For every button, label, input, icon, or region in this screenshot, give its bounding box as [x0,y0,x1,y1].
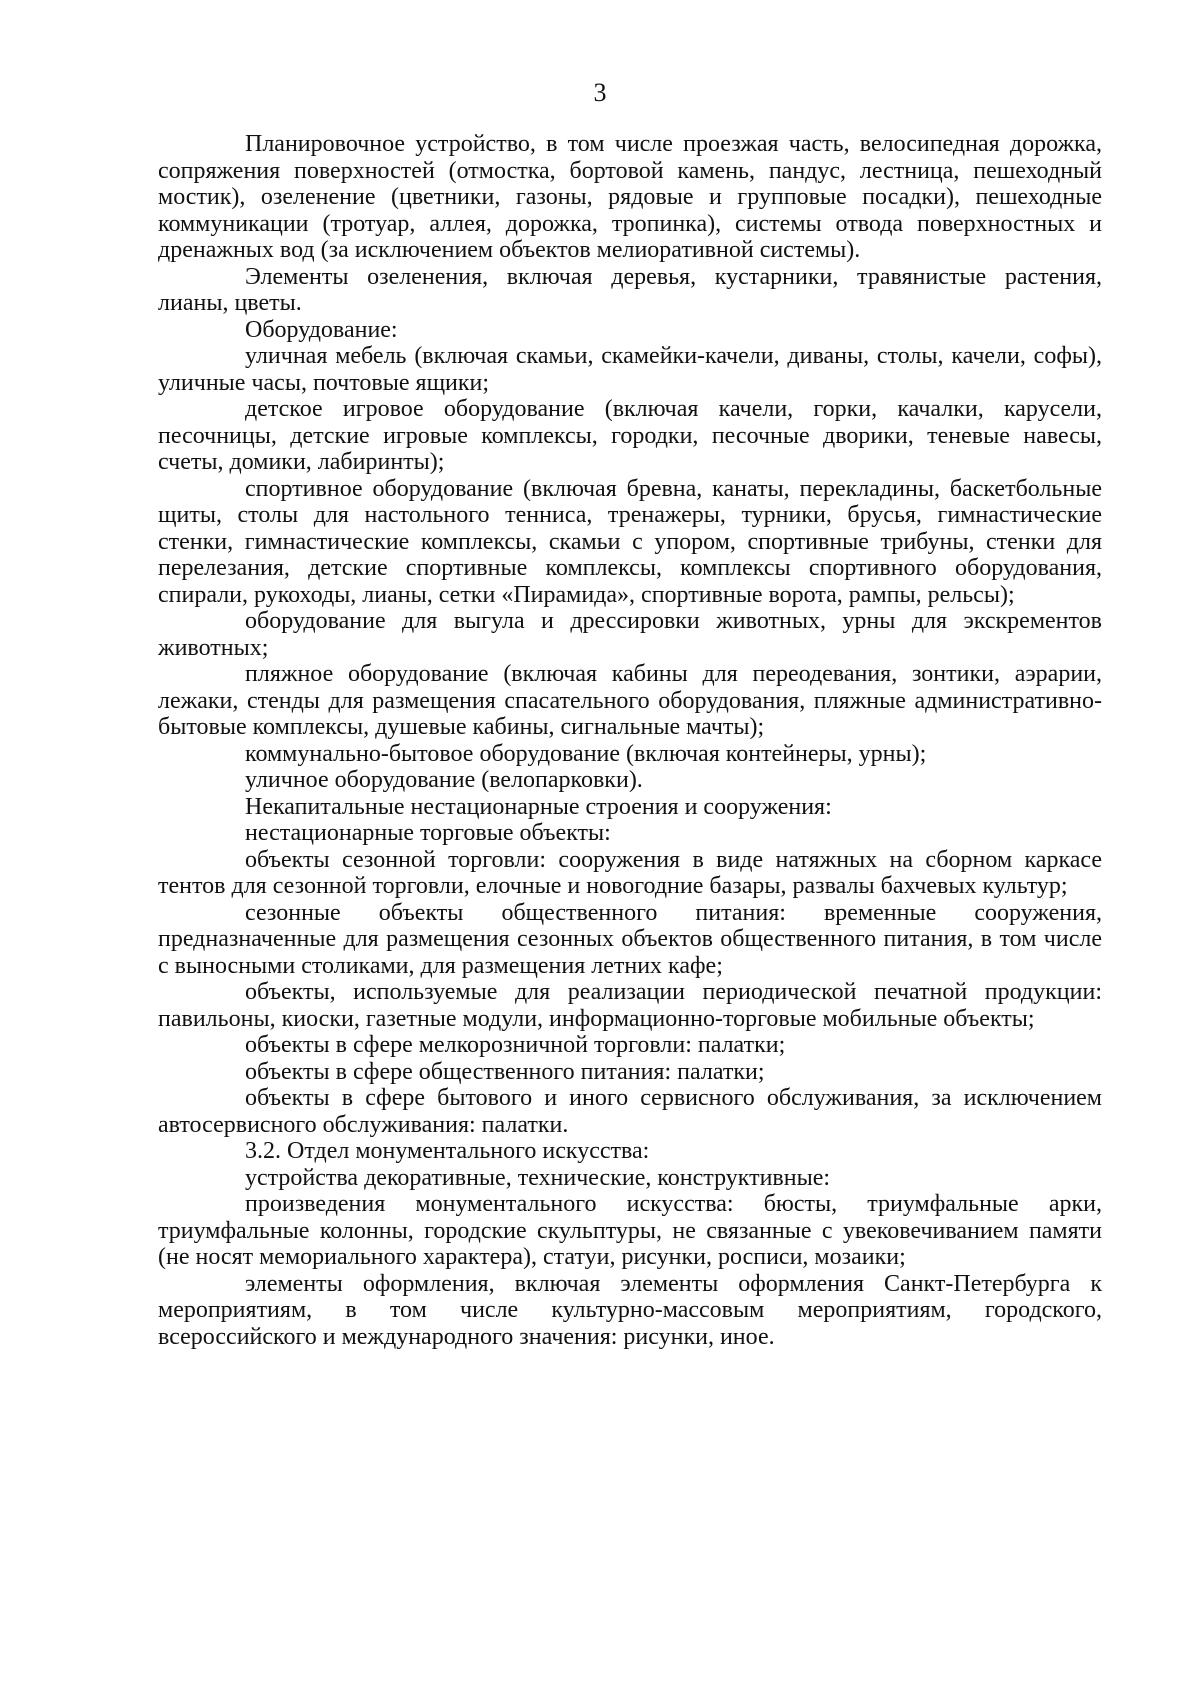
paragraph-monumental-works: произведения монументального искусства: бюсты, триумфальные арки, триумфальные колонны, городские скульптуры, не связанные с увековечиванием памяти (не носят мемориального характера), статуи, рисунки, росписи, мозаики; [158,1191,1102,1270]
paragraph-equipment-heading: Оборудование: [245,316,398,343]
paragraph-utility-equipment: коммунально-бытовое оборудование (включая контейнеры, урны); [245,740,927,767]
paragraph-beach-equipment: пляжное оборудование (включая кабины для переодевания, зонтики, аэрарии, лежаки, стенды для размещения спасательного оборудования, пляжные административно-бытовые комплексы, душевые кабины, сигнальные мачты); [158,661,1102,740]
paragraph-seasonal-trade: объекты сезонной торговли: сооружения в виде натяжных на сборном каркасе тентов для сезонной торговли, елочные и новогодние базары, развалы бахчевых культур; [158,846,1102,899]
paragraph-decoration-elements: элементы оформления, включая элементы оформления Санкт-Петербурга к мероприятиям, в том числе культурно-массовым мероприятиям, городского, всероссийского и международного значения: рисунки, иное. [158,1270,1102,1350]
paragraph-planning-structure: Планировочное устройство, в том числе проезжая часть, велосипедная дорожка, сопряжения поверхностей (отмостка, бортовой камень, пандус, лестница, пешеходный мостик), озеленение (цветники, газоны, рядовые и групповые посадки), пешеходные коммуникации (тротуар, аллея, дорожка, тропинка), системы отвода поверхностных и дренажных вод (за исключением объектов мелиоративной системы). [158,131,1102,263]
paragraph-service-tents: объекты в сфере бытового и иного сервисного обслуживания, за исключением автосервисного обслуживания: палатки. [158,1085,1102,1138]
paragraph-decorative-devices: устройства декоративные, технические, конструктивные: [245,1164,831,1191]
paragraph-trade-objects: нестационарные торговые объекты: [245,820,611,846]
paragraph-retail-tents: объекты в сфере мелкорозничной торговли: палатки; [245,1032,786,1058]
paragraph-street-equipment: уличное оборудование (велопарковки). [245,767,643,793]
paragraph-street-furniture: уличная мебель (включая скамьи, скамейки-качели, диваны, столы, качели, софы), уличные часы, почтовые ящики; [158,343,1102,396]
document-body [158,131,1102,1350]
page-number: 3 [593,78,607,107]
section-heading-monumental-art: 3.2. Отдел монументального искусства: [245,1138,650,1164]
paragraph-sports-equipment: спортивное оборудование (включая бревна, канаты, перекладины, баскетбольные щиты, столы для настольного тенниса, тренажеры, турники, брусья, гимнастические стенки, гимнастические комплексы, скамьи с упором, спортивные трибуны, стенки для перелезания, детские спортивные комплексы, комплексы спортивного оборудования, спирали, рукоходы, лианы, сетки «Пирамида», спортивные ворота, рампы, рельсы); [158,475,1102,608]
paragraph-temporary-structures: Некапитальные нестационарные строения и сооружения: [245,793,832,820]
paragraph-animal-equipment: оборудование для выгула и дрессировки животных, урны для экскрементов животных; [158,608,1102,661]
paragraph-press-objects: объекты, используемые для реализации периодической печатной продукции: павильоны, киоски, газетные модули, информационно-торговые мобильные объекты; [158,979,1102,1032]
paragraph-seasonal-catering: сезонные объекты общественного питания: временные сооружения, предназначенные для размещения сезонных объектов общественного питания, в том числе с выносными столиками, для размещения летних кафе; [158,899,1102,979]
paragraph-catering-tents: объекты в сфере общественного питания: палатки; [245,1058,765,1085]
paragraph-greenery-elements: Элементы озеленения, включая деревья, кустарники, травянистые растения, лианы, цветы. [158,263,1102,316]
paragraph-playground-equipment: детское игровое оборудование (включая качели, горки, качалки, карусели, песочницы, детские игровые комплексы, городки, песочные дворики, теневые навесы, счеты, домики, лабиринты); [158,396,1102,475]
